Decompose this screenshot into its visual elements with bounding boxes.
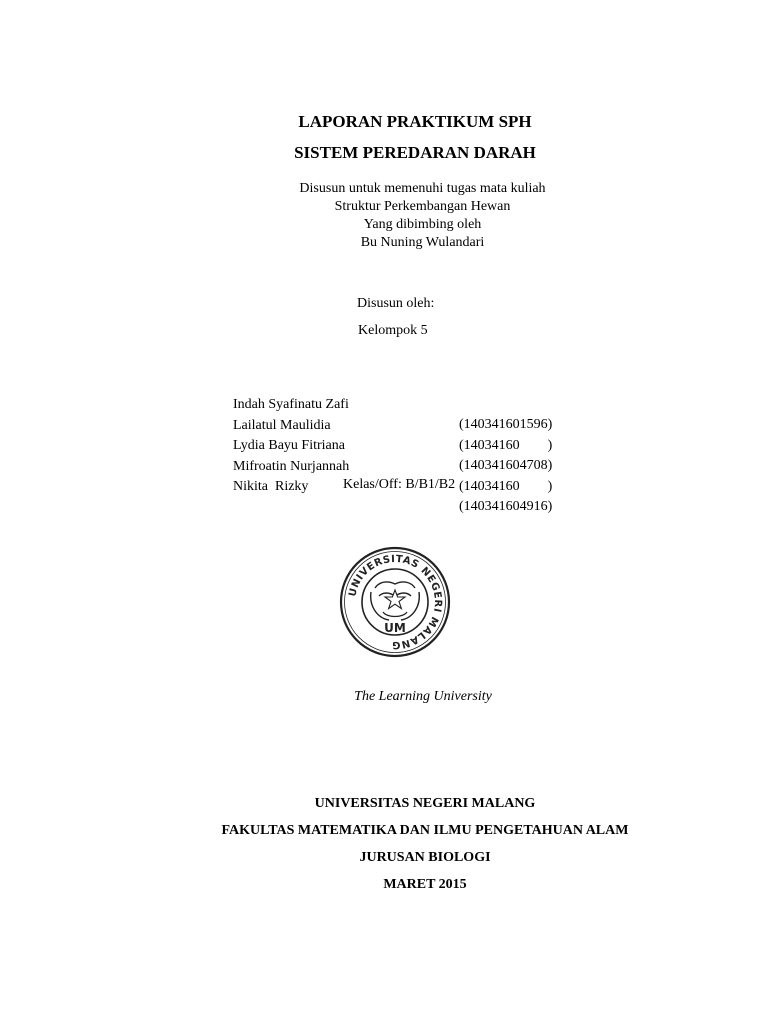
member-name: Lydia Bayu Fitriana [233, 438, 345, 453]
member-nim: (14034160 ) [459, 478, 553, 494]
member-name: Mifroatin Nurjannah [233, 458, 350, 474]
subtitle-line: Yang dibimbing oleh [363, 217, 482, 232]
member-nim: (140341604916) [459, 499, 553, 514]
class-line: Kelas/Off: B/B1/B2 [343, 477, 456, 492]
report-topic: SISTEM PEREDARAN DARAH [294, 143, 536, 162]
member-name: Nikita Rizky [233, 479, 309, 494]
member-nim: (140341604708) [459, 458, 553, 473]
subtitle-line: Disusun untuk memenuhi tugas mata kuliah [299, 181, 546, 196]
university-name: UNIVERSITAS NEGERI MALANG [314, 796, 536, 811]
department-name: JURUSAN BIOLOGI [359, 850, 491, 865]
subtitle-block [0, 180, 768, 252]
subtitle-line: Struktur Perkembangan Hewan [334, 199, 511, 214]
member-nim: (14034160 ) [459, 437, 553, 453]
group-label: Kelompok 5 [358, 323, 428, 338]
member-name: Indah Syafinatu Zafi [233, 397, 349, 412]
supervisor-line: Bu Nuning Wulandari [360, 235, 485, 250]
compiled-by-label: Disusun oleh: [357, 296, 435, 311]
faculty-name: FAKULTAS MATEMATIKA DAN ILMU PENGETAHUAN ALAM [221, 823, 629, 838]
seal-monogram: UM [384, 621, 406, 635]
member-name: Lailatul Maulidia [233, 417, 331, 433]
report-date: MARET 2015 [383, 877, 467, 892]
member-nim: (140341601596) [459, 417, 553, 432]
tagline: The Learning University [354, 689, 492, 704]
university-seal-icon [339, 546, 451, 658]
seal-ring-text: UNIVERSITAS NEGERI MALANG [347, 553, 444, 651]
report-title: LAPORAN PRAKTIKUM SPH [298, 112, 532, 131]
